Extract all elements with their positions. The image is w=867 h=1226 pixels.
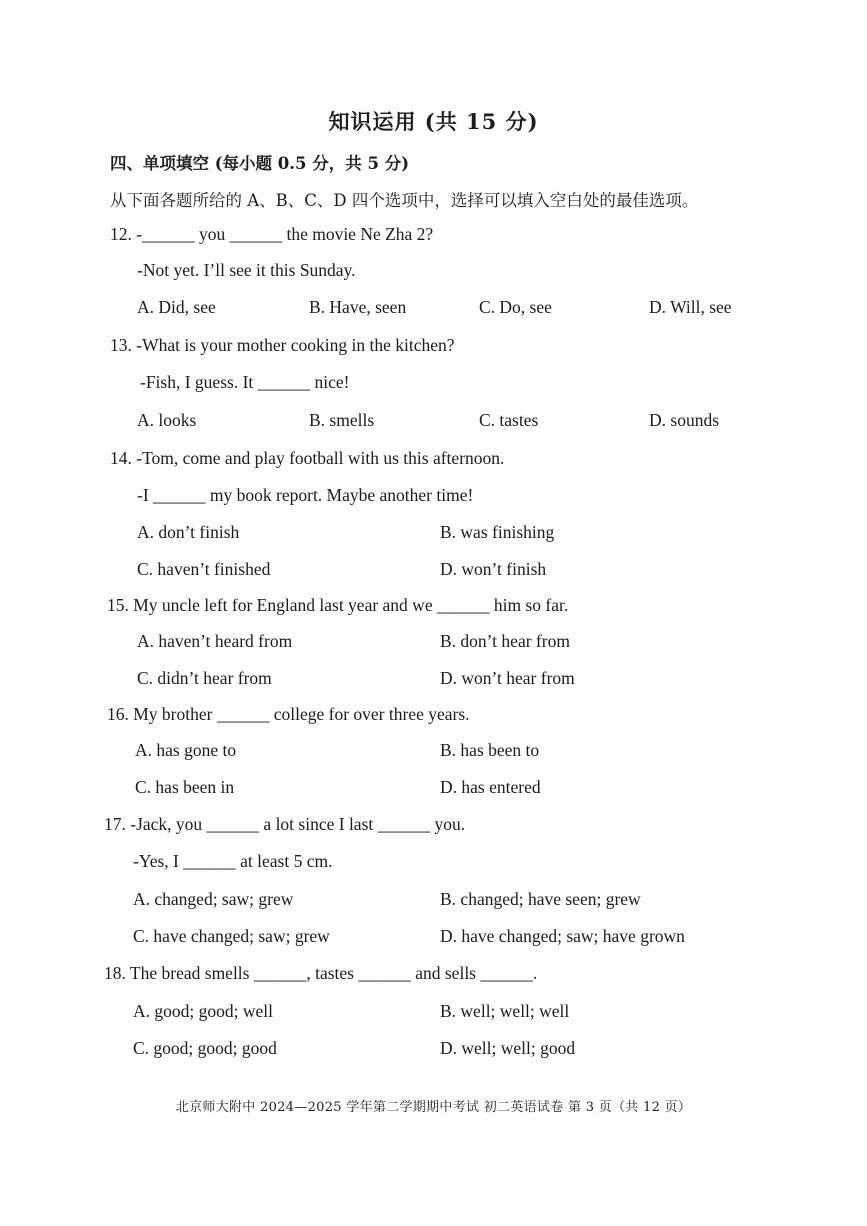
question-13-option-c: C. tastes (479, 410, 539, 430)
question-16-option-d: D. has entered (440, 777, 541, 797)
question-15-option-c: C. didn’t hear from (137, 668, 272, 688)
question-18-option-a: A. good; good; well (133, 1001, 273, 1021)
question-16-option-c: C. has been in (135, 777, 235, 797)
question-13-option-d: D. sounds (649, 410, 720, 430)
question-15-option-d: D. won’t hear from (440, 668, 575, 688)
question-12-stem: 12. -______ you ______ the movie Ne Zha 2? (110, 224, 434, 244)
question-13-stem: 13. -What is your mother cooking in the kitchen? (110, 335, 455, 355)
question-18-option-d: D. well; well; good (440, 1038, 576, 1058)
question-14-stem: 14. -Tom, come and play football with us this afternoon. (110, 448, 505, 468)
question-12-reply: -Not yet. I’ll see it this Sunday. (137, 260, 356, 280)
question-14-reply: -I ______ my book report. Maybe another time! (137, 485, 474, 505)
question-17-option-a: A. changed; saw; grew (133, 889, 294, 909)
question-15-option-a: A. haven’t heard from (137, 631, 293, 651)
question-15-stem: 15. My uncle left for England last year and we ______ him so far. (107, 595, 569, 615)
question-17-stem: 17. -Jack, you ______ a lot since I last ______ you. (104, 814, 466, 834)
question-17-option-d: D. have changed; saw; have grown (440, 926, 685, 946)
question-12-option-d: D. Will, see (649, 297, 732, 317)
question-17-option-c: C. have changed; saw; grew (133, 926, 330, 946)
question-16-stem: 16. My brother ______ college for over three years. (107, 704, 470, 724)
instruction-text: 从下面各题所给的 A、B、C、D 四个选项中，选择可以填入空白处的最佳选项。 (110, 191, 699, 210)
page-footer: 北京师大附中 2024—2025 学年第二学期期中考试 初二英语试卷 第 3 页（共 12 页） (175, 1100, 692, 1115)
question-17-option-b: B. changed; have seen; grew (440, 889, 641, 909)
question-12-option-a: A. Did, see (137, 297, 216, 317)
question-14-option-d: D. won’t finish (440, 559, 547, 579)
question-18-option-b: B. well; well; well (440, 1001, 570, 1021)
question-14-option-c: C. haven’t finished (137, 559, 271, 579)
question-13-option-b: B. smells (309, 410, 375, 430)
question-17-reply: -Yes, I ______ at least 5 cm. (133, 851, 333, 871)
question-14-option-b: B. was finishing (440, 522, 555, 542)
question-18-option-c: C. good; good; good (133, 1038, 277, 1058)
section-heading: 知识运用 (共 15 分) (328, 109, 539, 134)
question-16-option-a: A. has gone to (135, 740, 237, 760)
question-18-stem: 18. The bread smells ______, tastes ______ and sells ______. (104, 963, 538, 983)
part-title: 四、单项填空 (每小题 0.5 分，共 5 分) (110, 154, 410, 173)
question-13-reply: -Fish, I guess. It ______ nice! (140, 372, 350, 392)
question-14-option-a: A. don’t finish (137, 522, 240, 542)
question-16-option-b: B. has been to (440, 740, 540, 760)
question-15-option-b: B. don’t hear from (440, 631, 570, 651)
question-12-option-b: B. Have, seen (309, 297, 407, 317)
question-13-option-a: A. looks (137, 410, 197, 430)
question-12-option-c: C. Do, see (479, 297, 552, 317)
